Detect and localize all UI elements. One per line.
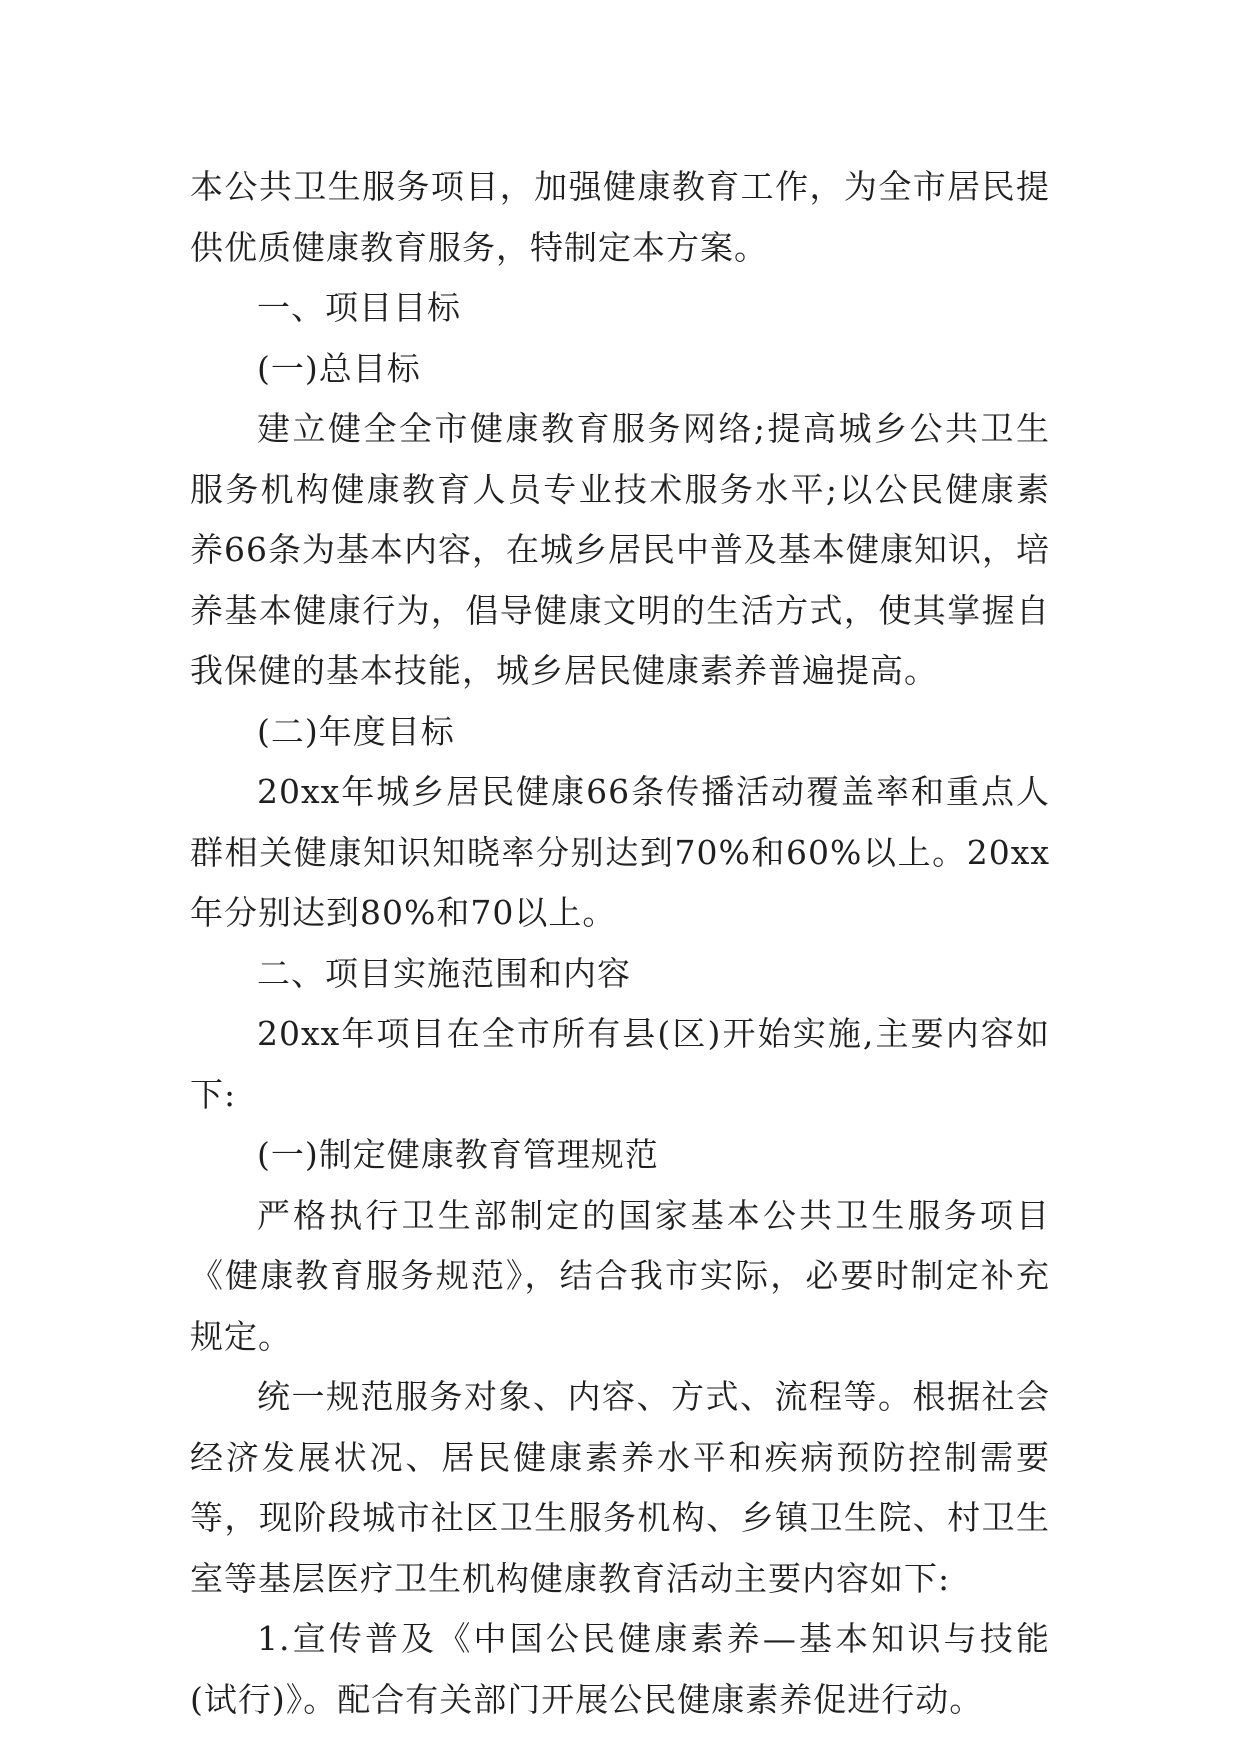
paragraph-scope-intro: 20xx年项目在全市所有县(区)开始实施,主要内容如下: <box>190 1014 1050 1114</box>
paragraph-service-spec: 严格执行卫生部制定的国家基本公共卫生服务项目《健康教育服务规范》，结合我市实际，必要时制定补充规定。 <box>190 1195 1050 1356</box>
heading-scope-content: 二、项目实施范围和内容 <box>257 953 631 993</box>
list-item-1: 1.宣传普及《中国公民健康素养—基本知识与技能(试行)》。配合有关部门开展公民健康素养促进行动。 <box>190 1619 1050 1719</box>
paragraph-annual-goal: 20xx年城乡居民健康66条传播活动覆盖率和重点人群相关健康知识知晓率分别达到70%和60%以上。20xx年分别达到80%和70以上。 <box>190 772 1050 932</box>
subheading-management-rules: (一)制定健康教育管理规范 <box>257 1135 659 1174</box>
document-body <box>190 157 1050 1730</box>
paragraph-intro-continued: 本公共卫生服务项目，加强健康教育工作，为全市居民提供优质健康教育服务，特制定本方案。 <box>190 167 1050 267</box>
subheading-annual-goal: (二)年度目标 <box>257 711 455 751</box>
heading-project-goals: 一、项目目标 <box>257 288 461 327</box>
subheading-overall-goal: (一)总目标 <box>257 348 421 388</box>
paragraph-unified-standards: 统一规范服务对象、内容、方式、流程等。根据社会经济发展状况、居民健康素养水平和疾病预防控制需要等，现阶段城市社区卫生服务机构、乡镇卫生院、村卫生室等基层医疗卫生机构健康教育活动主要内容如下: <box>190 1377 1050 1598</box>
paragraph-overall-goal: 建立健全全市健康教育服务网络;提高城乡公共卫生服务机构健康教育人员专业技术服务水平;以公民健康素养66条为基本内容，在城乡居民中普及基本健康知识，培养基本健康行为，倡导健康文明的生活方式，使其掌握自我保健的基本技能，城乡居民健康素养普遍提高。 <box>190 409 1050 690</box>
